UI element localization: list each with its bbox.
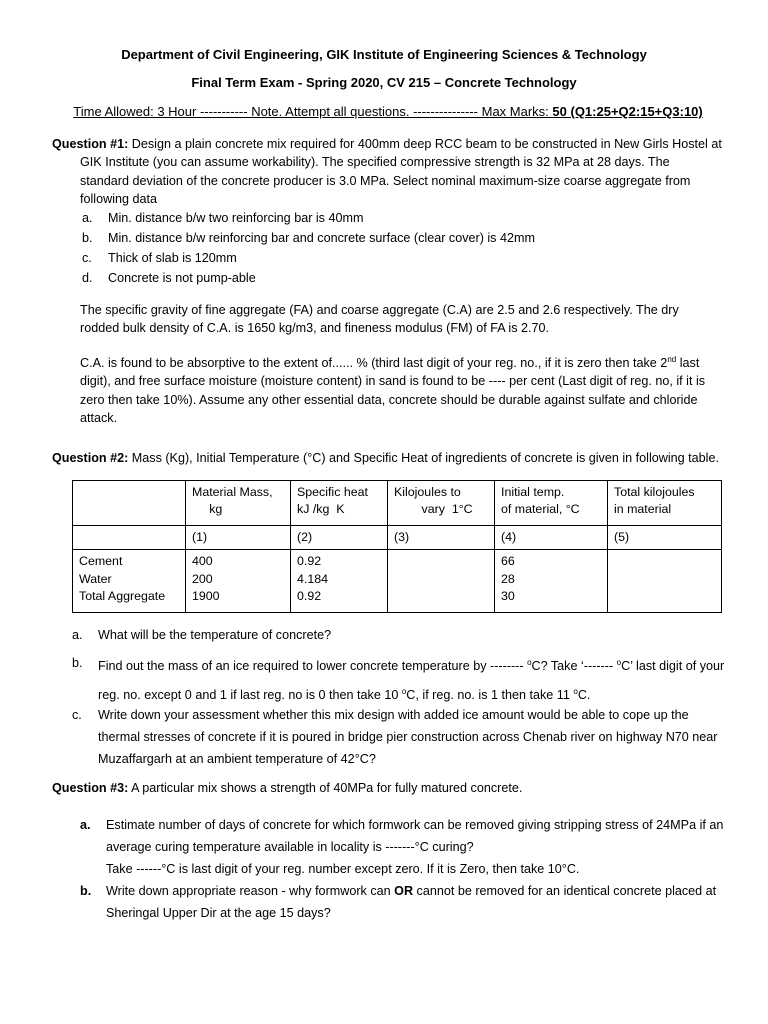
column-number: (2) — [291, 526, 388, 550]
absorption-paragraph: C.A. is found to be absorptive to the extent of...... % (third last digit of your reg. no., if it is zero then take 2nd last digit), and free surface moisture (moisture content) in sand is found to be ---- per cent (Last digit of reg. no, if it is zero then take 10%). Assume any other essential data, concrete should be durable against sulfate and chloride attack. — [80, 355, 706, 425]
list-item: c. Write down your assessment whether this mix design with added ice amount would be able to cope up the thermal stresses of concrete if it is poured in bridge pier construction across Chenab river on highway N70 near Muzaffargarh at an ambient temperature of 42°C? — [72, 708, 718, 766]
question-1-label: Question #1: — [52, 137, 129, 151]
max-marks-value: 50 (Q1:25+Q2:15+Q3:10) — [552, 104, 703, 119]
column-header: Material Mass, kg — [186, 481, 291, 526]
exam-title: Final Term Exam - Spring 2020, CV 215 – Concrete Technology — [191, 75, 577, 90]
column-header: Specific heat kJ /kg K — [291, 481, 388, 526]
kilojoules-per-degree — [388, 550, 495, 613]
department-title: Department of Civil Engineering, GIK Institute of Engineering Sciences & Technology — [121, 47, 647, 62]
separator-dashes: --------------- — [409, 104, 482, 119]
question-2-label: Question #2: — [52, 451, 129, 465]
initial-temperature: 66 28 30 — [495, 550, 608, 613]
table-number-row — [73, 526, 722, 550]
list-item: b. Write down appropriate reason - why formwork can OR cannot be removed for an identical concrete placed at Sheringal Upper Dir at the age 15 days? — [80, 884, 717, 920]
exam-meta — [50, 103, 726, 122]
question-3-text: A particular mix shows a strength of 40MPa for fully matured concrete. — [128, 781, 523, 795]
list-item: d. Concrete is not pump-able — [82, 271, 256, 285]
column-header: Initial temp. of material, °C — [495, 481, 608, 526]
table-header-row — [73, 481, 722, 526]
ingredients-table — [72, 480, 722, 613]
column-number: (5) — [608, 526, 722, 550]
question-3 — [52, 779, 722, 797]
exam-note: Note. Attempt all questions. — [251, 104, 410, 119]
table-row — [73, 550, 722, 613]
question-1 — [52, 135, 722, 208]
list-item: b. Find out the mass of an ice required to lower concrete temperature by -------- $^o$C? Take ‘------- $^o$C’ last digit of your reg. no. except 0 and 1 if last reg. no is 0 then take 10 $^o$C, if reg. no. is 1 then take 11 $^o$C. — [72, 656, 725, 703]
list-item: b. Min. distance b/w reinforcing bar and concrete surface (clear cover) is 42mm — [82, 231, 535, 245]
list-item: a. Estimate number of days of concrete for which formwork can be removed giving stripping stress of 24MPa if an average curing temperature available in locality is -------°C curing? Take ------°C is last digit of your reg. number except zero. If it is Zero, then take 10°C. — [80, 818, 724, 876]
list-item: c. Thick of slab is 120mm — [82, 251, 237, 265]
question-1-data-list — [82, 209, 722, 289]
material-mass: 400 200 1900 — [186, 550, 291, 613]
total-kilojoules — [608, 550, 722, 613]
aggregate-properties-paragraph: The specific gravity of fine aggregate (FA) and coarse aggregate (C.A) are 2.5 and 2.6 respectively. The dry rodded bulk density of C.A. is 1650 kg/m3, and fineness modulus (FM) of FA is 2.70. — [80, 303, 679, 336]
question-2 — [52, 449, 722, 467]
max-marks-label: Max Marks: — [481, 104, 553, 119]
column-header: Total kilojoules in material — [608, 481, 722, 526]
column-number: (1) — [186, 526, 291, 550]
question-3-label: Question #3: — [52, 781, 129, 795]
list-item: a. Min. distance b/w two reinforcing bar is 40mm — [82, 211, 364, 225]
column-header: Kilojoules to vary 1°C — [388, 481, 495, 526]
specific-heat: 0.92 4.184 0.92 — [291, 550, 388, 613]
question-2-text: Mass (Kg), Initial Temperature (°C) and Specific Heat of ingredients of concrete is given in following table. — [128, 451, 719, 465]
question-2-parts — [72, 626, 732, 770]
column-number: (3) — [388, 526, 495, 550]
list-item: a. What will be the temperature of concrete? — [72, 628, 332, 642]
time-allowed: Time Allowed: 3 Hour — [73, 104, 197, 119]
question-1-text: Design a plain concrete mix required for 400mm deep RCC beam to be constructed in New Girls Hostel at GIK Institute (you can assume workability). The specified compressive strength is 32 MPa at 28 days. The standard deviation of the concrete producer is 3.0 MPa. Select nominal maximum-size coarse aggregate from following data — [80, 137, 722, 206]
separator-dashes: ----------- — [196, 104, 252, 119]
column-number: (4) — [495, 526, 608, 550]
question-3-parts — [80, 814, 730, 924]
material-names: Cement Water Total Aggregate — [73, 550, 186, 613]
